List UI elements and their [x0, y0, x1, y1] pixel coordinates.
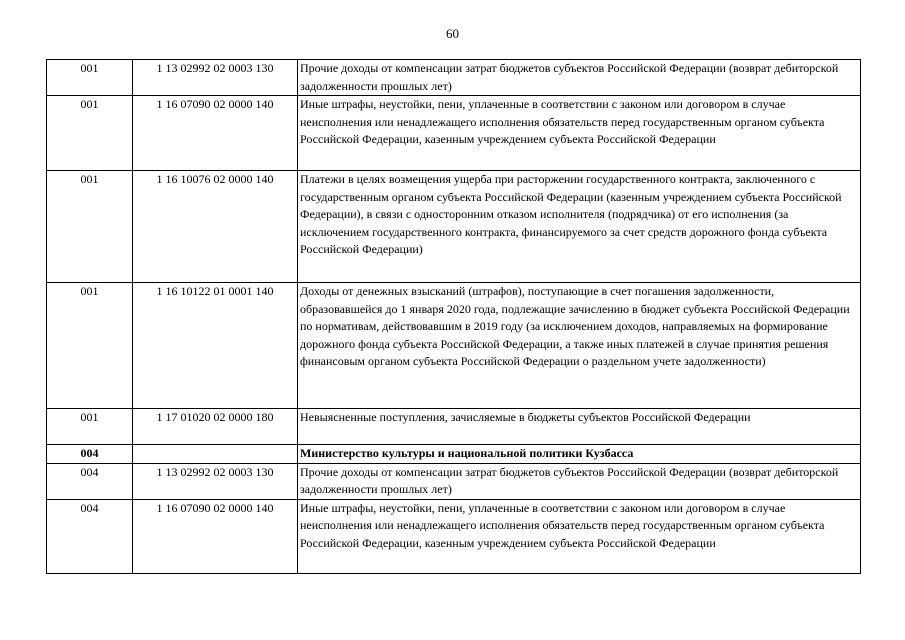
admin-code-cell: 004 — [47, 463, 133, 499]
page-number: 60 — [446, 26, 459, 41]
admin-code-cell: 001 — [47, 409, 133, 445]
admin-code-cell: 004 — [47, 445, 133, 464]
budget-code-cell: 1 13 02992 02 0003 130 — [133, 463, 298, 499]
budget-code-cell: 1 16 07090 02 0000 140 — [133, 499, 298, 573]
section-header-row — [47, 445, 861, 464]
table-row — [47, 171, 861, 283]
admin-code-cell: 001 — [47, 171, 133, 283]
ministry-name-cell: Министерство культуры и национальной политики Кузбасса — [298, 445, 861, 464]
budget-code-cell: 1 13 02992 02 0003 130 — [133, 60, 298, 96]
table-row — [47, 283, 861, 409]
admin-code-cell: 001 — [47, 96, 133, 171]
description-cell: Платежи в целях возмещения ущерба при расторжении государственного контракта, заключенного с государственным органом субъекта Российской Федерации (казенным учреждением субъекта Российской Федерации), в связи с односторонним отказом исполнителя (подрядчика) от его исполнения (за исключением государственного контракта, финансируемого за счет средств дорожного фонда субъекта Российской Федерации) — [298, 171, 861, 283]
admin-code-cell: 001 — [47, 283, 133, 409]
description-cell: Иные штрафы, неустойки, пени, уплаченные в соответствии с законом или договором в случае неисполнения или ненадлежащего исполнения обязательств перед государственным органом субъекта Российской Федерации, казенным учреждением субъекта Российской Федерации — [298, 499, 861, 573]
budget-code-cell: 1 16 10122 01 0001 140 — [133, 283, 298, 409]
table-row — [47, 60, 861, 96]
admin-code-cell: 004 — [47, 499, 133, 573]
description-cell: Иные штрафы, неустойки, пени, уплаченные в соответствии с законом или договором в случае неисполнения или ненадлежащего исполнения обязательств перед государственным органом субъекта Российской Федерации, казенным учреждением субъекта Российской Федерации — [298, 96, 861, 171]
budget-code-cell: 1 16 10076 02 0000 140 — [133, 171, 298, 283]
admin-code-cell: 001 — [47, 60, 133, 96]
budget-codes-table — [46, 59, 861, 574]
table-row — [47, 463, 861, 499]
description-cell: Прочие доходы от компенсации затрат бюджетов субъектов Российской Федерации (возврат дебиторской задолженности прошлых лет) — [298, 60, 861, 96]
table-row — [47, 499, 861, 573]
table-row — [47, 96, 861, 171]
description-cell: Невыясненные поступления, зачисляемые в бюджеты субъектов Российской Федерации — [298, 409, 861, 445]
table-row — [47, 409, 861, 445]
description-cell: Прочие доходы от компенсации затрат бюджетов субъектов Российской Федерации (возврат дебиторской задолженности прошлых лет) — [298, 463, 861, 499]
description-cell: Доходы от денежных взысканий (штрафов), поступающие в счет погашения задолженности, образовавшейся до 1 января 2020 года, подлежащие зачислению в бюджет субъекта Российской Федерации по нормативам, действовавшим в 2019 году (за исключением доходов, направляемых на формирование дорожного фонда субъекта Российской Федерации, а также иных платежей в случае принятия решения финансовым органом субъекта Российской Федерации о раздельном учете задолженности) — [298, 283, 861, 409]
budget-code-cell: 1 17 01020 02 0000 180 — [133, 409, 298, 445]
budget-code-cell — [133, 445, 298, 464]
budget-code-cell: 1 16 07090 02 0000 140 — [133, 96, 298, 171]
